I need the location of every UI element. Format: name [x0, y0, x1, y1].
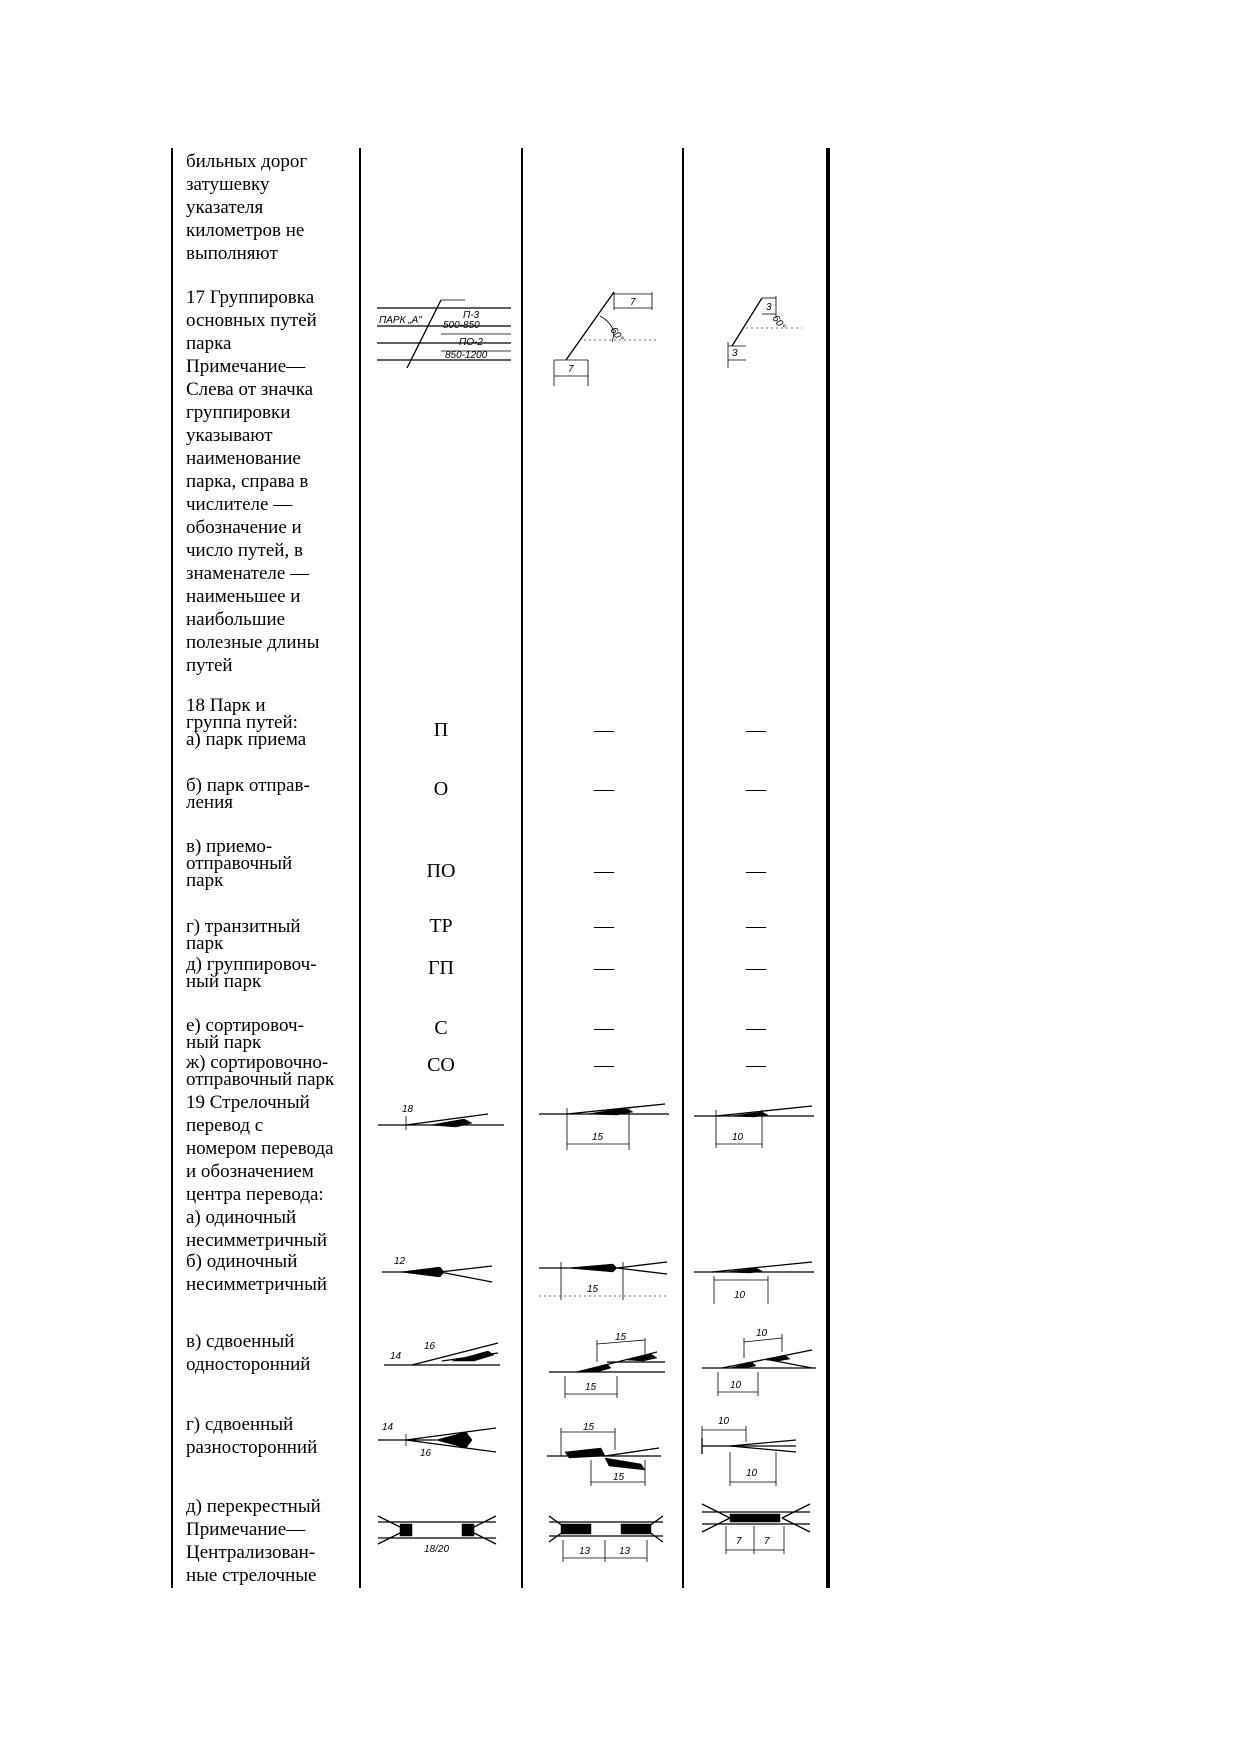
row-18d-text: г) транзитный парк: [186, 916, 301, 954]
switch-double-one-side-col3: [547, 1330, 667, 1400]
switch-num-12: 12: [394, 1256, 406, 1267]
dash-col4-a: —: [746, 719, 766, 741]
dash-col3-g: —: [594, 1054, 614, 1076]
symbol-park-sorting: С: [434, 1017, 448, 1039]
switch-double-one-side-col2: [382, 1335, 502, 1375]
dim-10-c-top: 10: [756, 1328, 768, 1339]
dim-15-c-top: 15: [615, 1332, 627, 1343]
dim-15-b: 15: [587, 1284, 599, 1295]
range2-label: 850-1200: [445, 350, 488, 361]
switch-num-14-d: 14: [382, 1422, 394, 1433]
dim-15-d-top: 15: [583, 1422, 595, 1433]
switch-double-two-side-col3: [545, 1420, 665, 1490]
switch-double-two-side-col4: [700, 1412, 800, 1490]
symbol-park-departure: О: [433, 778, 449, 800]
symbol-park-reception-departure: ПО: [426, 860, 456, 882]
switch-num-16-c: 16: [424, 1341, 436, 1352]
symbol-park-transit: ТР: [429, 915, 453, 937]
dim-3-top: 3: [766, 302, 772, 313]
angle-60-b: 60°: [769, 313, 788, 333]
switch-single-b-col3: [537, 1250, 672, 1306]
row-19b-text: б) одиночный несимметричный: [186, 1251, 328, 1295]
switch-single-a-col2: [376, 1098, 506, 1138]
switch-cross-col2: [376, 1508, 498, 1556]
po2-label: ПО-2: [459, 337, 483, 348]
dim-7-left: 7: [736, 1536, 742, 1547]
park-grouping-dim-a: [548, 290, 668, 390]
row-18b-text: б) парк отправ- ления: [186, 775, 310, 813]
park-name-label: ПАРК „А": [379, 315, 422, 326]
row-18e-text: д) группировоч- ный парк: [186, 954, 317, 992]
switch-num-16-d: 16: [420, 1448, 432, 1459]
dash-col3-f: —: [594, 1017, 614, 1039]
dim-10-b: 10: [734, 1290, 746, 1301]
dim-7-top: 7: [630, 297, 636, 308]
dash-col3-c: —: [594, 860, 614, 882]
dash-col4-g: —: [746, 1054, 766, 1076]
dash-col3-e: —: [594, 957, 614, 979]
dash-col4-e: —: [746, 957, 766, 979]
park-grouping-dim-b: [716, 294, 816, 379]
dim-10-d-bottom: 10: [746, 1468, 758, 1479]
switch-double-two-side-col2: [376, 1420, 500, 1460]
dash-col3-d: —: [594, 915, 614, 937]
dim-10-c-bottom: 10: [730, 1380, 742, 1391]
switch-num-18-20: 18/20: [424, 1544, 450, 1555]
dash-col4-d: —: [746, 915, 766, 937]
row-16-tail-text: бильных дорог затушевку указателя километров не выполняют: [186, 151, 308, 264]
dim-7-right: 7: [764, 1536, 770, 1547]
switch-single-b-col4: [692, 1250, 817, 1308]
dim-10-d-top: 10: [718, 1416, 730, 1427]
row-18c-text: в) приемо- отправочный парк: [186, 836, 293, 891]
dash-col3-a: —: [594, 719, 614, 741]
dim-13-left: 13: [579, 1546, 591, 1557]
dim-15-a: 15: [592, 1132, 604, 1143]
column-rule-2: [359, 148, 361, 1588]
column-rule-3: [521, 148, 523, 1588]
dim-10-a: 10: [732, 1132, 744, 1143]
row-19d-text: г) сдвоенный разносторонний: [186, 1414, 318, 1458]
range1-label: 500-850: [443, 320, 480, 331]
switch-num-14-c: 14: [390, 1351, 402, 1362]
row-19e-text: д) перекрестный Примечание— Централизован- ные стрелочные: [186, 1496, 321, 1586]
symbol-park-sorting-departure: СО: [427, 1054, 455, 1076]
symbol-park-reception: П: [433, 719, 449, 741]
switch-double-one-side-col4: [700, 1326, 818, 1400]
switch-cross-col3: [547, 1510, 665, 1564]
column-rule-left: [171, 148, 173, 1588]
dim-15-d-bottom: 15: [613, 1472, 625, 1483]
row-18g-text: ж) сортировочно- отправочный парк: [186, 1052, 335, 1090]
column-rule-4: [682, 148, 684, 1588]
switch-cross-col4: [700, 1500, 812, 1556]
angle-60-a: 60°: [607, 325, 626, 345]
switch-single-b-col2: [380, 1252, 500, 1288]
column-rule-right: [826, 148, 830, 1588]
switch-num-18: 18: [402, 1104, 414, 1115]
symbol-park-grouping: ГП: [427, 957, 454, 979]
park-grouping-symbol: [375, 296, 515, 374]
switch-single-a-col3: [537, 1098, 672, 1158]
dim-3-bottom: 3: [732, 348, 738, 359]
row-19c-text: в) сдвоенный односторонний: [186, 1331, 311, 1375]
dim-7-bottom: 7: [568, 364, 574, 375]
dash-col4-c: —: [746, 860, 766, 882]
dim-13-right: 13: [619, 1546, 631, 1557]
dash-col3-b: —: [594, 778, 614, 800]
switch-single-a-col4: [692, 1098, 817, 1153]
row-18f-text: е) сортировоч- ный парк: [186, 1015, 304, 1053]
dash-col4-b: —: [746, 778, 766, 800]
dim-15-c-bottom: 15: [585, 1382, 597, 1393]
row-18-head-text: 18 Парк и группа путей: а) парк приема: [186, 695, 307, 750]
row-19-text: 19 Стрелочный перевод с номером перевода и обозначением центра перевода: а) одиночный несимметричный: [186, 1092, 334, 1251]
row-17-text: 17 Группировка основных путей парка Примечание— Слева от значка группировки указывают наименование парка, справа в числителе — обозначение и число путей, в знаменателе — наименьшее и наибольшие полезные длины путей: [186, 287, 320, 676]
dash-col4-f: —: [746, 1017, 766, 1039]
p3-label: П-3: [463, 310, 480, 321]
